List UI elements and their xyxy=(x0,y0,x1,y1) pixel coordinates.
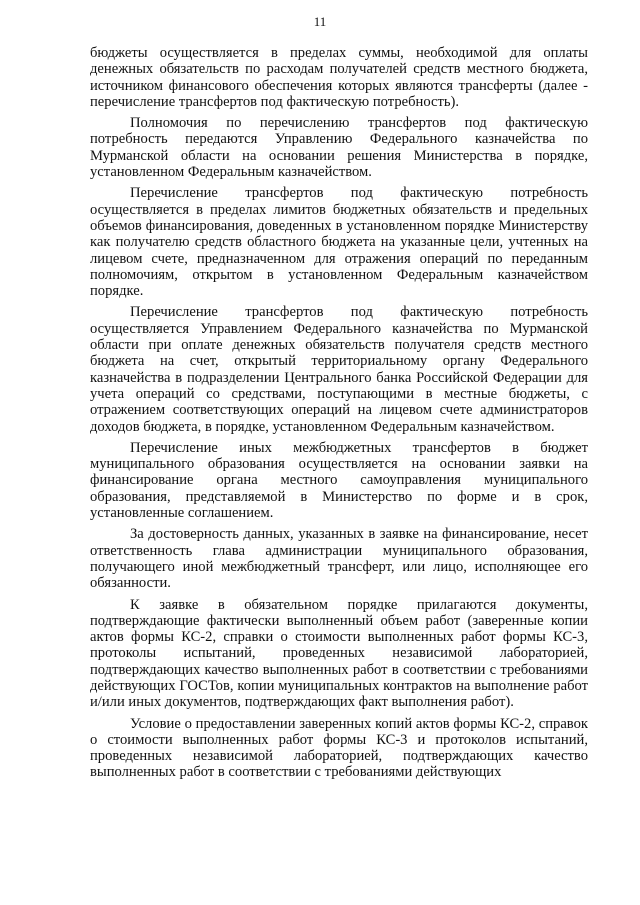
paragraph-3: Перечисление трансфертов под фактическую потребность осуществляется в пределах лимитов бюджетных обязательств и предельных объемов финансирования, доведенных в установленном порядке Министерству как получателю средств областного бюджета на указанные цели, учтенных на лицевом счете, предназначенном для отражения операций по переданным полномочиям, открытом в установленном Федеральным казначейством порядке. xyxy=(90,185,588,300)
paragraph-6: За достоверность данных, указанных в заявке на финансирование, несет ответственность глава администрации муниципального образования, получающего иной межбюджетный трансферт, или лицо, исполняющее его обязанности. xyxy=(90,526,588,592)
paragraph-1: бюджеты осуществляется в пределах суммы, необходимой для оплаты денежных обязательств по расходам получателей средств местного бюджета, источником финансового обеспечения которых являются трансферты (далее - перечисление трансфертов под фактическую потребность). xyxy=(90,45,588,110)
paragraph-8: Условие о предоставлении заверенных копий актов формы КС-2, справок о стоимости выполненных работ формы КС-3 и протоколов испытаний, проведенных независимой лабораторией, подтверждающих качество выполненных работ в соответствии с требованиями действующих xyxy=(90,715,588,781)
page-number: 11 xyxy=(313,14,327,29)
paragraph-5: Перечисление иных межбюджетных трансфертов в бюджет муниципального образования осуществляется на основании заявки на финансирование органа местного самоуправления муниципального образования, представляемой в Министерство по форме и в срок, установленные соглашением. xyxy=(90,439,588,522)
paragraph-7: К заявке в обязательном порядке прилагаются документы, подтверждающие фактически выполненный объем работ (заверенные копии актов формы КС-2, справки о стоимости выполненных работ формы КС-3, протоколы испытаний, проведенных независимой лабораторией, подтверждающих качество выполненных работ в соответствии с требованиями действующих ГОСТов, копии муниципальных контрактов на выполнение работ и/или иных документов, подтверждающих факт выполнения работ). xyxy=(90,596,588,711)
paragraph-4: Перечисление трансфертов под фактическую потребность осуществляется Управлением Федерального казначейства по Мурманской области при оплате денежных обязательств получателя средств местного бюджета на счет, открытый территориальному органу Федерального казначейства в подразделении Центрального банка Российской Федерации для учета операций со средствами, поступающими в местные бюджеты, с отражением соответствующих операций на лицевом счете администраторов доходов бюджета, в порядке, установленном Федеральным казначейством. xyxy=(90,304,588,435)
document-body xyxy=(90,45,588,786)
paragraph-2: Полномочия по перечислению трансфертов под фактическую потребность передаются Управлению Федерального казначейства по Мурманской области на основании решения Министерства в порядке, установленном Федеральным казначейством. xyxy=(90,115,588,181)
